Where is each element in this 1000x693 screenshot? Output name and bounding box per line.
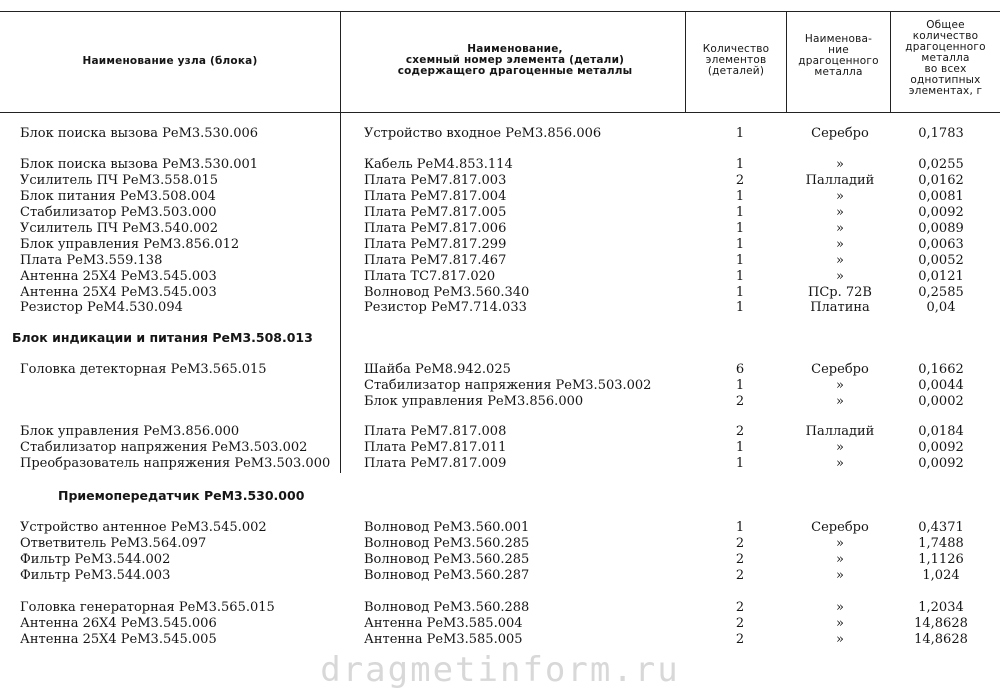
amount-cell: 0,0089 [918,221,964,236]
header-element-line: схемный номер элемента (детали) [405,54,625,66]
header-amount-line: металла [921,52,970,64]
metal-cell: Серебро [811,362,869,377]
element-name-cell: Плата РеМ7.817.009 [364,456,507,471]
quantity-cell: 1 [735,237,745,252]
node-name-cell: Фильтр РеМ3.544.002 [20,552,171,567]
node-name-cell: Резистор РеМ4.530.094 [20,300,183,315]
metal-cell: » [836,205,844,220]
quantity-cell: 1 [735,157,745,172]
amount-cell: 0,0184 [918,424,964,439]
metal-cell: Палладий [805,173,875,188]
element-name-cell: Блок управления РеМ3.856.000 [364,394,584,409]
header-amount [891,20,1000,97]
header-amount-line: драгоценного [905,41,986,53]
metal-cell: Палладий [805,424,875,439]
amount-cell: 1,1126 [918,552,964,567]
node-name-cell: Фильтр РеМ3.544.003 [20,568,171,583]
metal-cell: » [836,253,844,268]
node-name-cell: Стабилизатор РеМ3.503.000 [20,205,217,220]
header-quantity-line: (деталей) [707,65,765,77]
header-metal-line: Наименова- [804,33,873,45]
metal-cell: » [836,237,844,252]
node-name-cell: Блок поиска вызова РеМ3.530.001 [20,157,259,172]
amount-cell: 0,0092 [918,456,964,471]
amount-cell: 0,0081 [918,189,964,204]
element-name-cell: Плата РеМ7.817.011 [364,440,507,455]
quantity-cell: 2 [735,424,745,439]
quantity-cell: 2 [735,568,745,583]
metal-cell: » [836,456,844,471]
amount-cell: 1,024 [922,568,960,583]
quantity-cell: 1 [735,440,745,455]
element-name-cell: Волновод РеМ3.560.288 [364,600,530,615]
metal-cell: » [836,536,844,551]
table-top-rule [0,11,1000,12]
quantity-cell: 1 [735,285,745,300]
metal-cell: » [836,269,844,284]
node-name-cell: Стабилизатор напряжения РеМ3.503.002 [20,440,308,455]
header-quantity-line: Количество [702,43,770,55]
element-name-cell: Волновод РеМ3.560.340 [364,285,530,300]
metal-cell: » [836,600,844,615]
amount-cell: 14,8628 [914,632,968,647]
column-divider-1 [340,11,341,473]
node-name-cell: Антенна 25Х4 РеМ3.545.005 [20,632,217,647]
element-name-cell: Резистор РеМ7.714.033 [364,300,527,315]
metal-cell: » [836,616,844,631]
metal-cell: ПСр. 72В [808,285,872,300]
header-quantity-line: элементов [705,54,767,66]
node-name-cell: Антенна 25Х4 РеМ3.545.003 [20,269,217,284]
amount-cell: 0,0044 [918,378,964,393]
header-element-line: содержащего драгоценные металлы [397,65,633,77]
quantity-cell: 1 [735,456,745,471]
amount-cell: 0,1662 [918,362,964,377]
quantity-cell: 1 [735,189,745,204]
element-name-cell: Плата РеМ7.817.008 [364,424,507,439]
section-heading: Приемопередатчик РеМ3.530.000 [58,488,305,503]
quantity-cell: 2 [735,394,745,409]
node-name-cell: Блок управления РеМ3.856.000 [20,424,240,439]
node-name-cell: Усилитель ПЧ РеМ3.540.002 [20,221,219,236]
metal-cell: » [836,189,844,204]
node-name-cell: Плата РеМ3.559.138 [20,253,163,268]
quantity-cell: 1 [735,269,745,284]
metal-cell: » [836,394,844,409]
header-metal-line: металла [814,66,863,78]
element-name-cell: Шайба РеМ8.942.025 [364,362,511,377]
element-name-cell: Волновод РеМ3.560.285 [364,536,530,551]
header-bottom-rule [0,112,1000,113]
element-name-cell: Плата РеМ7.817.299 [364,237,507,252]
header-element [345,44,685,77]
quantity-cell: 1 [735,378,745,393]
amount-cell: 0,0002 [918,394,964,409]
quantity-cell: 6 [735,362,745,377]
amount-cell: 0,0092 [918,440,964,455]
metal-cell: » [836,157,844,172]
amount-cell: 0,0092 [918,205,964,220]
element-name-cell: Плата РеМ7.817.467 [364,253,507,268]
quantity-cell: 1 [735,126,745,141]
amount-cell: 0,0162 [918,173,964,188]
header-amount-line: количество [912,30,979,42]
quantity-cell: 2 [735,536,745,551]
metal-cell: » [836,221,844,236]
header-node: Наименование узла (блока) [82,55,258,67]
quantity-cell: 1 [735,253,745,268]
header-metal-line: ние [828,44,849,56]
quantity-cell: 2 [735,616,745,631]
node-name-cell: Блок питания РеМ3.508.004 [20,189,216,204]
amount-cell: 0,2585 [918,285,964,300]
element-name-cell: Волновод РеМ3.560.285 [364,552,530,567]
amount-cell: 0,0255 [918,157,964,172]
element-name-cell: Стабилизатор напряжения РеМ3.503.002 [364,378,652,393]
header-element-line: Наименование, [467,43,563,55]
metal-cell: » [836,568,844,583]
header-amount-line: во всех [924,63,967,75]
node-name-cell: Устройство антенное РеМ3.545.002 [20,520,267,535]
amount-cell: 0,0121 [918,269,964,284]
node-name-cell: Усилитель ПЧ РеМ3.558.015 [20,173,219,188]
quantity-cell: 2 [735,632,745,647]
metal-cell: Платина [810,300,870,315]
element-name-cell: Антенна РеМ3.585.005 [364,632,523,647]
amount-cell: 14,8628 [914,616,968,631]
quantity-cell: 1 [735,205,745,220]
header-amount-line: Общее [926,19,965,31]
node-name-cell: Блок поиска вызова РеМ3.530.006 [20,126,259,141]
amount-cell: 1,2034 [918,600,964,615]
element-name-cell: Кабель РеМ4.853.114 [364,157,513,172]
node-name-cell: Головка генераторная РеМ3.565.015 [20,600,275,615]
node-name-cell: Ответвитель РеМ3.564.097 [20,536,207,551]
quantity-cell: 1 [735,520,745,535]
quantity-cell: 2 [735,552,745,567]
quantity-cell: 1 [735,221,745,236]
element-name-cell: Плата РеМ7.817.006 [364,221,507,236]
amount-cell: 1,7488 [918,536,964,551]
amount-cell: 0,1783 [918,126,964,141]
element-name-cell: Волновод РеМ3.560.287 [364,568,530,583]
metal-cell: Серебро [811,520,869,535]
metal-cell: » [836,378,844,393]
element-name-cell: Волновод РеМ3.560.001 [364,520,530,535]
quantity-cell: 2 [735,173,745,188]
metal-cell: Серебро [811,126,869,141]
quantity-cell: 2 [735,600,745,615]
amount-cell: 0,04 [926,300,956,315]
amount-cell: 0,0063 [918,237,964,252]
metal-cell: » [836,632,844,647]
node-name-cell: Антенна 26Х4 РеМ3.545.006 [20,616,217,631]
element-name-cell: Плата РеМ7.817.005 [364,205,507,220]
amount-cell: 0,4371 [918,520,964,535]
node-name-cell: Антенна 25Х4 РеМ3.545.003 [20,285,217,300]
header-metal-line: драгоценного [798,55,879,67]
watermark: dragmetinform.ru [320,650,680,690]
element-name-cell: Плата ТС7.817.020 [364,269,496,284]
metal-cell: » [836,552,844,567]
metal-cell: » [836,440,844,455]
node-name-cell: Головка детекторная РеМ3.565.015 [20,362,267,377]
element-name-cell: Антенна РеМ3.585.004 [364,616,523,631]
element-name-cell: Плата РеМ7.817.003 [364,173,507,188]
node-name-cell: Блок управления РеМ3.856.012 [20,237,240,252]
header-quantity [686,44,786,77]
header-amount-line: элементах, г [908,85,983,97]
node-name-cell: Преобразователь напряжения РеМ3.503.000 [20,456,331,471]
amount-cell: 0,0052 [918,253,964,268]
element-name-cell: Плата РеМ7.817.004 [364,189,507,204]
header-metal [787,34,890,78]
header-amount-line: однотипных [910,74,981,86]
section-heading: Блок индикации и питания РеМ3.508.013 [12,330,313,345]
quantity-cell: 1 [735,300,745,315]
element-name-cell: Устройство входное РеМ3.856.006 [364,126,602,141]
